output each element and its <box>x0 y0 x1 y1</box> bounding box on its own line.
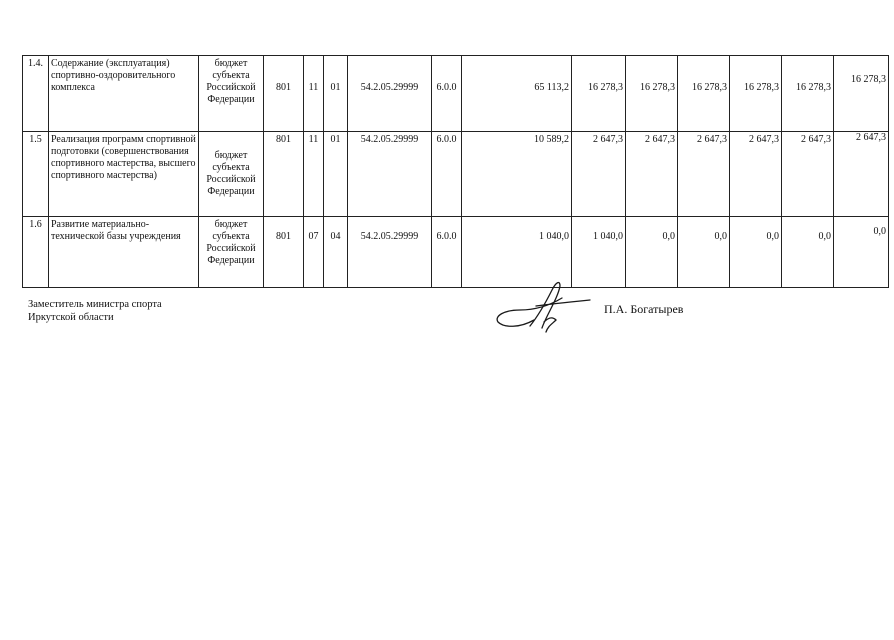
rz-code: 07 <box>304 217 324 288</box>
grbs-code: 801 <box>264 217 304 288</box>
year-amount: 16 278,3 <box>782 56 834 132</box>
position-line: Заместитель министра спорта <box>28 299 162 310</box>
vr-code: 6.0.0 <box>432 132 462 217</box>
year-amount: 0,0 <box>782 217 834 288</box>
table-row <box>23 217 889 288</box>
vr-code: 6.0.0 <box>432 56 462 132</box>
year-amount: 0,0 <box>730 217 782 288</box>
pr-code: 01 <box>324 56 348 132</box>
csr-code: 54.2.05.29999 <box>348 56 432 132</box>
table-row <box>23 56 889 132</box>
year-amount: 16 278,3 <box>678 56 730 132</box>
year-amount: 1 040,0 <box>572 217 626 288</box>
year-amount: 2 647,3 <box>572 132 626 217</box>
budget-table <box>22 55 889 288</box>
csr-code: 54.2.05.29999 <box>348 132 432 217</box>
signer-name: П.А. Богатырев <box>604 302 684 316</box>
year-amount: 16 278,3 <box>730 56 782 132</box>
activity-name: Развитие материально-технической базы учреждения <box>49 217 199 288</box>
total-amount: 65 113,2 <box>462 56 572 132</box>
row-number: 1.6 <box>23 217 49 288</box>
year-amount: 16 278,3 <box>572 56 626 132</box>
pr-code: 04 <box>324 217 348 288</box>
grbs-code: 801 <box>264 56 304 132</box>
year-amount: 2 647,3 <box>626 132 678 217</box>
activity-name: Реализация программ спортивной подготовки (совершенствования спортивного мастерства, высшего спортивного мастерства) <box>49 132 199 217</box>
vr-code: 6.0.0 <box>432 217 462 288</box>
grbs-code: 801 <box>264 132 304 217</box>
year-amount: 16 278,3 <box>834 56 889 132</box>
total-amount: 1 040,0 <box>462 217 572 288</box>
year-amount: 2 647,3 <box>678 132 730 217</box>
year-amount: 2 647,3 <box>782 132 834 217</box>
funding-source: бюджет субъекта Российской Федерации <box>199 217 264 288</box>
rz-code: 11 <box>304 132 324 217</box>
rz-code: 11 <box>304 56 324 132</box>
funding-source: бюджет субъекта Российской Федерации <box>199 56 264 132</box>
year-amount: 0,0 <box>626 217 678 288</box>
year-amount: 0,0 <box>834 217 889 288</box>
row-number: 1.5 <box>23 132 49 217</box>
position-line: Иркутской области <box>28 312 114 323</box>
activity-name: Содержание (эксплуатация) спортивно-оздоровительного комплекса <box>49 56 199 132</box>
row-number: 1.4. <box>23 56 49 132</box>
year-amount: 0,0 <box>678 217 730 288</box>
pr-code: 01 <box>324 132 348 217</box>
funding-source: бюджет субъекта Российской Федерации <box>199 132 264 217</box>
year-amount: 2 647,3 <box>834 132 889 217</box>
year-amount: 2 647,3 <box>730 132 782 217</box>
handwritten-signature <box>490 276 600 338</box>
signatory-position <box>28 298 162 324</box>
table-row <box>23 132 889 217</box>
csr-code: 54.2.05.29999 <box>348 217 432 288</box>
year-amount: 16 278,3 <box>626 56 678 132</box>
total-amount: 10 589,2 <box>462 132 572 217</box>
